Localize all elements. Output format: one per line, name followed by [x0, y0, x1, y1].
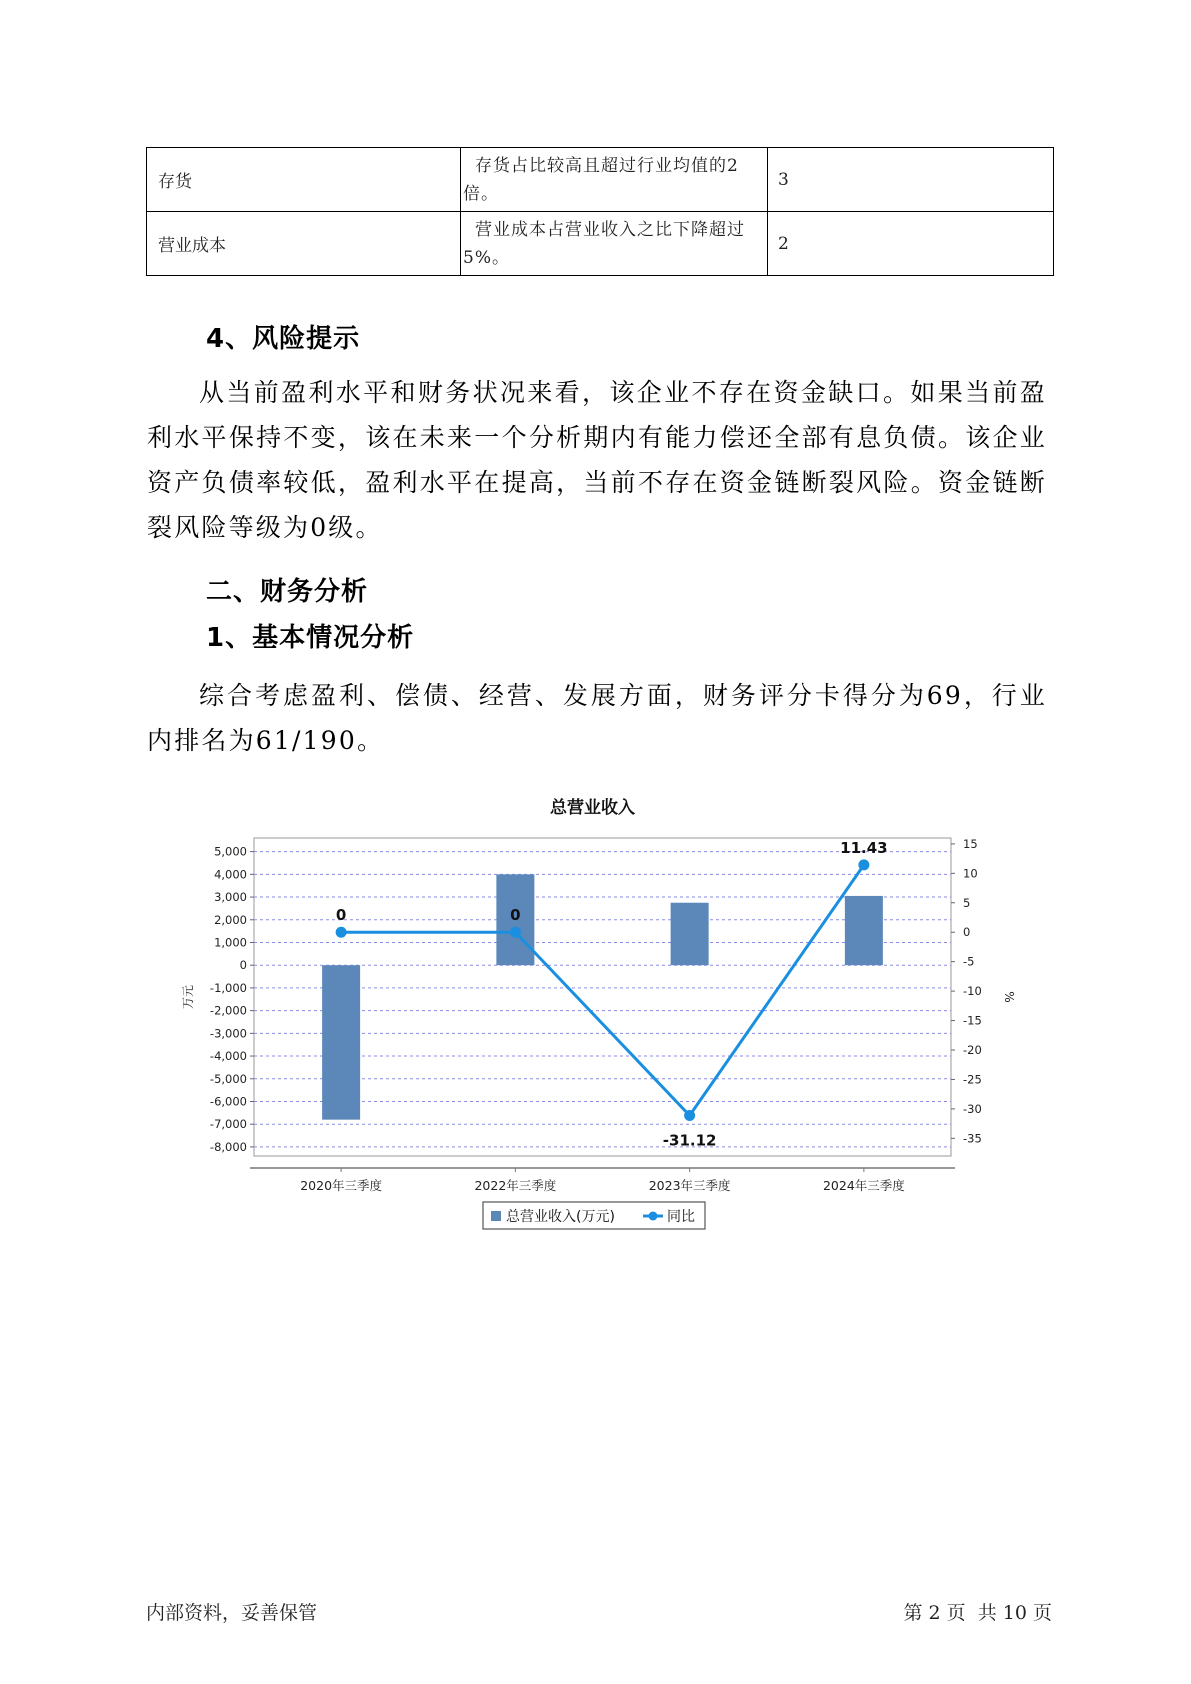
y-tick-label: 2,000	[214, 912, 247, 927]
y-tick-label: 1,000	[214, 935, 247, 950]
y2-tick-label: 0	[963, 925, 971, 940]
indicator-table	[146, 147, 1054, 276]
table-cell-desc: 存货占比较高且超过行业均值的2倍。	[461, 148, 768, 212]
sub-heading: 1、基本情况分析	[206, 623, 415, 653]
y-tick-label: -6,000	[209, 1094, 247, 1109]
y2-tick-label: -20	[963, 1043, 982, 1057]
summary-paragraph: 综合考虑盈利、偿债、经营、发展方面，财务评分卡得分为69，行业内排名为61/190。	[147, 681, 1047, 755]
data-label: -31.12	[662, 1131, 717, 1150]
table-cell-desc: 营业成本占营业收入之比下降超过5%。	[461, 212, 768, 276]
y-axis-title: 万元	[181, 984, 195, 1010]
y-tick-label: -4,000	[209, 1049, 247, 1064]
y2-tick-label: -30	[963, 1101, 982, 1116]
line-point	[336, 927, 347, 938]
y2-tick-label: 5	[963, 895, 971, 910]
bar	[845, 896, 883, 965]
y2-tick-label: -10	[963, 984, 982, 999]
x-tick-label: 2023年三季度	[648, 1178, 731, 1193]
line-point	[684, 1110, 695, 1121]
line-point	[858, 859, 869, 870]
table-cell-score: 3	[768, 148, 1054, 212]
y2-tick-label: 10	[963, 866, 978, 881]
y-tick-label: -5,000	[209, 1071, 247, 1086]
bar	[322, 965, 360, 1119]
y2-tick-label: 15	[963, 836, 978, 851]
legend-swatch-point	[649, 1212, 658, 1221]
y-tick-label: 0	[239, 958, 247, 973]
table-row	[147, 212, 1054, 276]
y-tick-label: 3,000	[214, 890, 247, 905]
y-tick-label: -3,000	[209, 1026, 247, 1041]
y2-tick-label: -25	[963, 1072, 982, 1087]
legend-label: 同比	[667, 1209, 695, 1225]
y-tick-label: -8,000	[209, 1139, 247, 1154]
x-tick-label: 2022年三季度	[474, 1178, 557, 1193]
y-tick-label: 4,000	[214, 867, 247, 882]
footer-right: 第 2 页 共 10 页	[903, 1602, 1052, 1624]
legend-label: 总营业收入(万元)	[506, 1209, 615, 1225]
y2-tick-label: -15	[963, 1013, 982, 1028]
table-row	[147, 148, 1054, 212]
x-tick-label: 2024年三季度	[822, 1178, 905, 1193]
x-tick-label: 2020年三季度	[300, 1178, 383, 1193]
bar	[671, 903, 709, 965]
y-tick-label: -1,000	[209, 980, 247, 995]
data-label: 0	[510, 906, 521, 925]
y-tick-label: -7,000	[209, 1117, 247, 1132]
table-cell-score: 2	[768, 212, 1054, 276]
revenue-chart	[170, 790, 1016, 1240]
chart-title: 总营业收入	[550, 798, 635, 818]
y-tick-label: 5,000	[214, 844, 247, 859]
data-label: 0	[335, 906, 347, 925]
table-cell-item: 存货	[147, 148, 461, 212]
legend-swatch-bar	[491, 1211, 501, 1221]
line-point	[510, 927, 521, 938]
y-tick-label: -2,000	[209, 1003, 247, 1018]
risk-paragraph: 从当前盈利水平和财务状况来看，该企业不存在资金缺口。如果当前盈利水平保持不变，该在未来一个分析期内有能力偿还全部有息负债。该企业资产负债率较低，盈利水平在提高，当前不存在资金链断裂风险。资金链断裂风险等级为0级。	[147, 378, 1047, 542]
y2-tick-label: -5	[963, 954, 975, 969]
table-cell-item: 营业成本	[147, 212, 461, 276]
section-heading: 二、财务分析	[206, 577, 369, 607]
y2-tick-label: -35	[963, 1131, 982, 1146]
data-label: 11.43	[840, 838, 888, 857]
footer-left: 内部资料，妥善保管	[146, 1602, 318, 1624]
y2-axis-title: %	[1002, 991, 1016, 1003]
risk-heading: 4、风险提示	[206, 324, 361, 354]
